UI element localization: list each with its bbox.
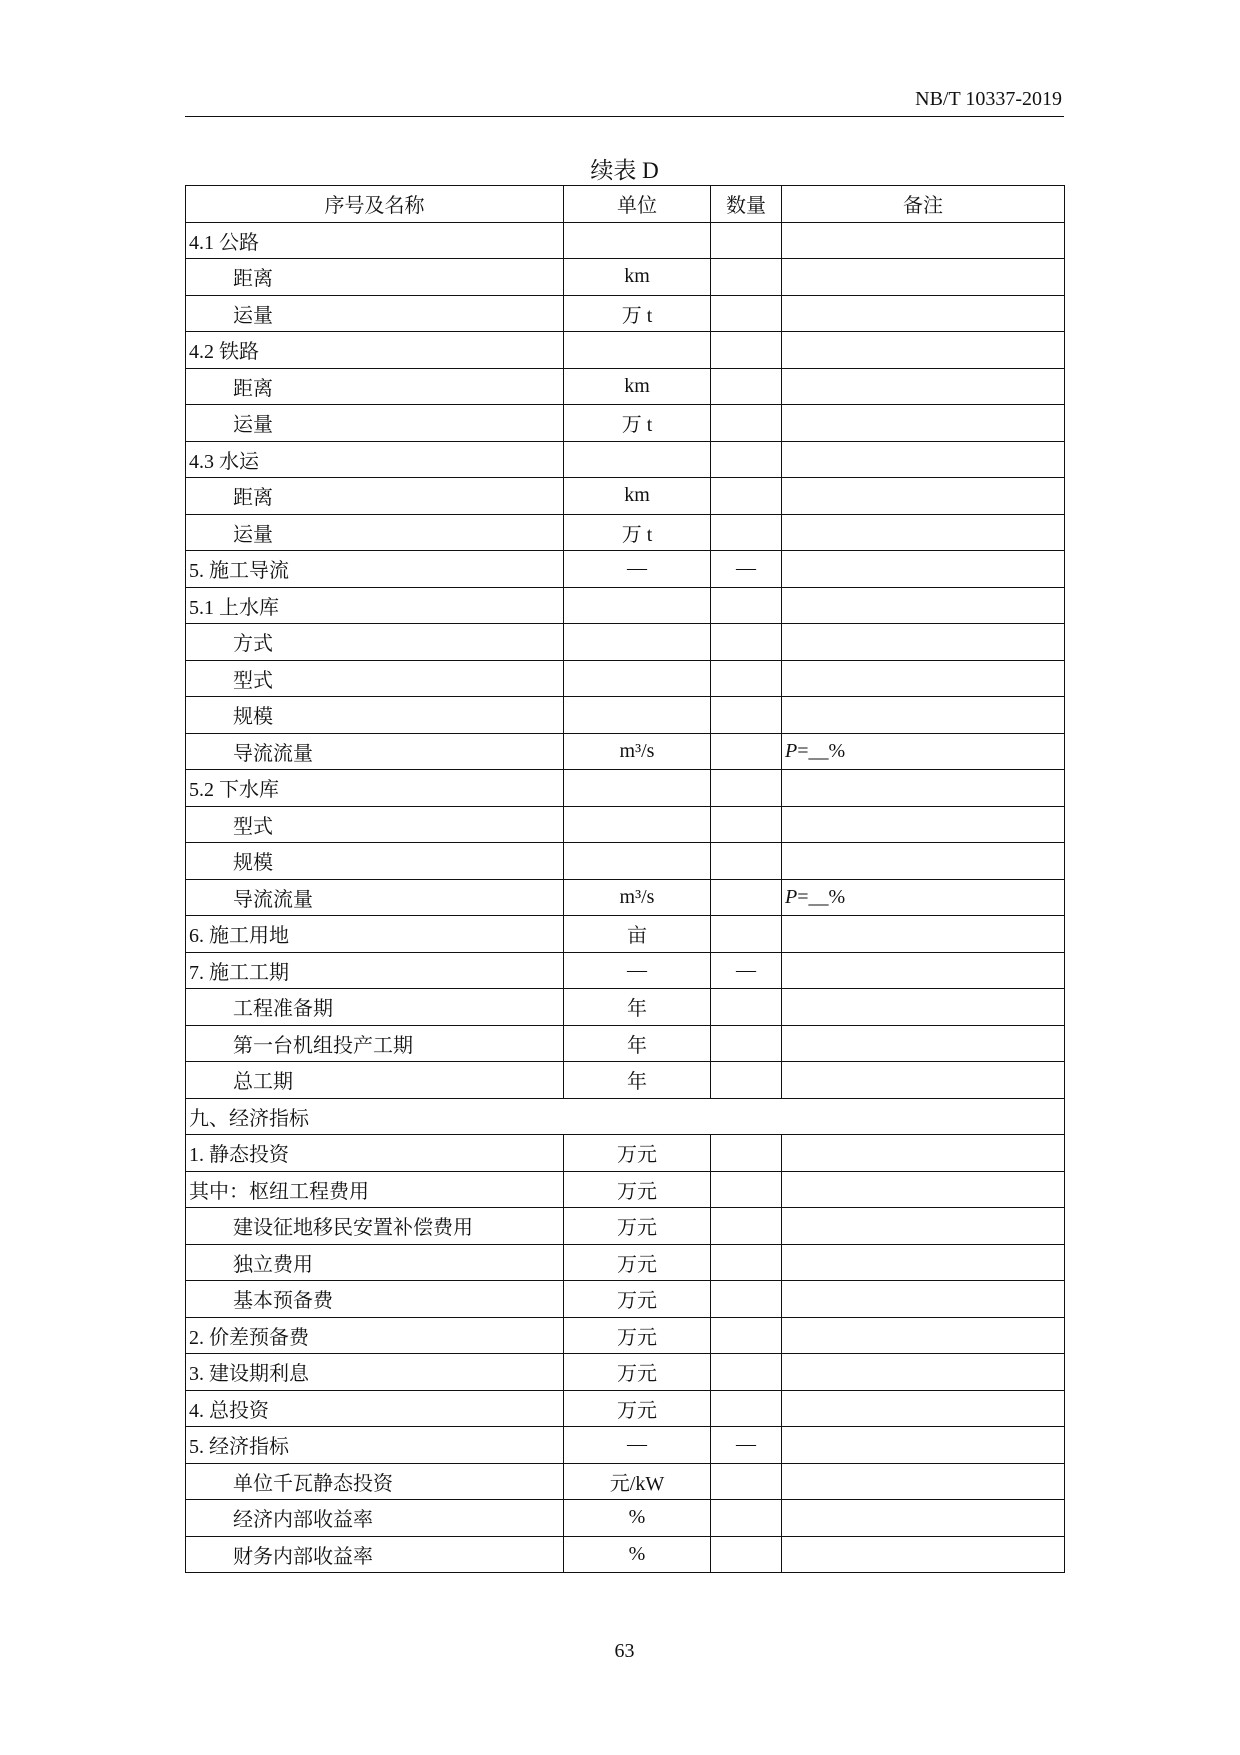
table-row: [186, 222, 1065, 259]
unit-cell: 年: [564, 1025, 711, 1062]
note-cell: [782, 1135, 1065, 1172]
unit-cell: [564, 624, 711, 661]
note-cell: [782, 551, 1065, 588]
table-row: [186, 514, 1065, 551]
table-row: [186, 405, 1065, 442]
quantity-cell: [711, 697, 782, 734]
item-name-cell: 运量: [186, 405, 564, 442]
table-row: [186, 332, 1065, 369]
quantity-cell: [711, 733, 782, 770]
unit-cell: km: [564, 368, 711, 405]
item-name-cell: 2. 价差预备费: [186, 1317, 564, 1354]
unit-cell: [564, 843, 711, 880]
note-cell: [782, 1281, 1065, 1318]
note-cell: [782, 916, 1065, 953]
table-title: 续表 D: [590, 158, 659, 183]
unit-cell: 万元: [564, 1171, 711, 1208]
table-row: [186, 843, 1065, 880]
note-cell: [782, 1463, 1065, 1500]
unit-cell: 年: [564, 1062, 711, 1099]
quantity-cell: [711, 332, 782, 369]
note-cell: [782, 259, 1065, 296]
note-cell: [782, 1427, 1065, 1464]
table-row: [186, 660, 1065, 697]
column-header-note: 备注: [782, 186, 1065, 223]
unit-cell: m³/s: [564, 879, 711, 916]
unit-cell: —: [564, 1427, 711, 1464]
table-row: [186, 1536, 1065, 1573]
note-cell: [782, 1208, 1065, 1245]
quantity-cell: [711, 1500, 782, 1537]
item-name-cell: 方式: [186, 624, 564, 661]
note-cell: [782, 989, 1065, 1026]
quantity-cell: [711, 916, 782, 953]
unit-cell: [564, 332, 711, 369]
table-row: [186, 1463, 1065, 1500]
table-row: [186, 989, 1065, 1026]
unit-cell: 万 t: [564, 405, 711, 442]
table-row: [186, 551, 1065, 588]
item-name-cell: 其中：枢纽工程费用: [186, 1171, 564, 1208]
table-row: [186, 1390, 1065, 1427]
unit-cell: 亩: [564, 916, 711, 953]
column-header-unit: 单位: [564, 186, 711, 223]
note-cell: [782, 770, 1065, 807]
table-row: [186, 1171, 1065, 1208]
note-cell: [782, 1500, 1065, 1537]
table-row: [186, 441, 1065, 478]
quantity-cell: [711, 441, 782, 478]
column-header-quantity: 数量: [711, 186, 782, 223]
item-name-cell: 经济内部收益率: [186, 1500, 564, 1537]
page-number: 63: [614, 1640, 635, 1662]
item-name-cell: 距离: [186, 478, 564, 515]
quantity-cell: —: [711, 1427, 782, 1464]
note-cell: [782, 697, 1065, 734]
note-cell: [782, 1244, 1065, 1281]
quantity-cell: [711, 1281, 782, 1318]
table-header-row: [186, 186, 1065, 223]
unit-cell: 年: [564, 989, 711, 1026]
item-name-cell: 3. 建设期利息: [186, 1354, 564, 1391]
quantity-cell: [711, 259, 782, 296]
item-name-cell: 5.2 下水库: [186, 770, 564, 807]
note-cell: P=__%: [782, 733, 1065, 770]
quantity-cell: [711, 879, 782, 916]
item-name-cell: 7. 施工工期: [186, 952, 564, 989]
quantity-cell: [711, 1354, 782, 1391]
table-row: [186, 1500, 1065, 1537]
quantity-cell: [711, 770, 782, 807]
note-cell: [782, 1062, 1065, 1099]
item-name-cell: 单位千瓦静态投资: [186, 1463, 564, 1500]
table-row: [186, 624, 1065, 661]
quantity-cell: [711, 514, 782, 551]
unit-cell: [564, 697, 711, 734]
unit-cell: %: [564, 1500, 711, 1537]
unit-cell: [564, 587, 711, 624]
note-cell: [782, 843, 1065, 880]
note-cell: [782, 1171, 1065, 1208]
quantity-cell: [711, 1390, 782, 1427]
unit-cell: [564, 441, 711, 478]
note-cell: [782, 806, 1065, 843]
quantity-cell: [711, 405, 782, 442]
item-name-cell: 独立费用: [186, 1244, 564, 1281]
quantity-cell: [711, 478, 782, 515]
quantity-cell: [711, 843, 782, 880]
item-name-cell: 6. 施工用地: [186, 916, 564, 953]
table-row: [186, 916, 1065, 953]
item-name-cell: 第一台机组投产工期: [186, 1025, 564, 1062]
note-cell: [782, 952, 1065, 989]
item-name-cell: 总工期: [186, 1062, 564, 1099]
table-row: [186, 806, 1065, 843]
quantity-cell: [711, 1135, 782, 1172]
quantity-cell: [711, 660, 782, 697]
item-name-cell: 财务内部收益率: [186, 1536, 564, 1573]
item-name-cell: 规模: [186, 843, 564, 880]
table-row: [186, 368, 1065, 405]
standard-code: NB/T 10337-2019: [915, 88, 1062, 110]
quantity-cell: [711, 222, 782, 259]
table-row: [186, 879, 1065, 916]
quantity-cell: [711, 1171, 782, 1208]
table-row: [186, 1098, 1065, 1135]
note-cell: [782, 332, 1065, 369]
unit-cell: [564, 222, 711, 259]
quantity-cell: [711, 1463, 782, 1500]
unit-cell: [564, 806, 711, 843]
note-cell: [782, 441, 1065, 478]
table-row: [186, 1317, 1065, 1354]
data-table: [185, 185, 1065, 1573]
table-row: [186, 952, 1065, 989]
quantity-cell: —: [711, 551, 782, 588]
table-row: [186, 770, 1065, 807]
item-name-cell: 1. 静态投资: [186, 1135, 564, 1172]
unit-cell: 万元: [564, 1390, 711, 1427]
unit-cell: 万元: [564, 1135, 711, 1172]
quantity-cell: [711, 1208, 782, 1245]
table-row: [186, 259, 1065, 296]
unit-cell: 万元: [564, 1208, 711, 1245]
quantity-cell: [711, 1244, 782, 1281]
note-cell: [782, 1354, 1065, 1391]
item-name-cell: 工程准备期: [186, 989, 564, 1026]
item-name-cell: 距离: [186, 368, 564, 405]
quantity-cell: [711, 806, 782, 843]
table-row: [186, 1427, 1065, 1464]
item-name-cell: 导流流量: [186, 879, 564, 916]
unit-cell: 万 t: [564, 514, 711, 551]
unit-cell: 万元: [564, 1354, 711, 1391]
item-name-cell: 4.3 水运: [186, 441, 564, 478]
item-name-cell: 5. 经济指标: [186, 1427, 564, 1464]
unit-cell: [564, 660, 711, 697]
item-name-cell: 距离: [186, 259, 564, 296]
table-row: [186, 478, 1065, 515]
note-cell: [782, 478, 1065, 515]
item-name-cell: 4. 总投资: [186, 1390, 564, 1427]
table-row: [186, 1062, 1065, 1099]
table-row: [186, 1354, 1065, 1391]
item-name-cell: 5. 施工导流: [186, 551, 564, 588]
table-row: [186, 697, 1065, 734]
table-row: [186, 295, 1065, 332]
unit-cell: 万元: [564, 1317, 711, 1354]
note-cell: [782, 624, 1065, 661]
unit-cell: km: [564, 259, 711, 296]
quantity-cell: [711, 368, 782, 405]
note-cell: P=__%: [782, 879, 1065, 916]
note-cell: [782, 1317, 1065, 1354]
quantity-cell: [711, 1317, 782, 1354]
unit-cell: km: [564, 478, 711, 515]
quantity-cell: [711, 587, 782, 624]
unit-cell: 元/kW: [564, 1463, 711, 1500]
item-name-cell: 运量: [186, 295, 564, 332]
unit-cell: %: [564, 1536, 711, 1573]
quantity-cell: [711, 295, 782, 332]
quantity-cell: [711, 624, 782, 661]
table-row: [186, 587, 1065, 624]
unit-cell: 万 t: [564, 295, 711, 332]
table-row: [186, 1135, 1065, 1172]
table-row: [186, 1244, 1065, 1281]
header-rule: [185, 116, 1064, 117]
unit-cell: —: [564, 551, 711, 588]
item-name-cell: 型式: [186, 660, 564, 697]
quantity-cell: [711, 1025, 782, 1062]
note-cell: [782, 1025, 1065, 1062]
table-row: [186, 1025, 1065, 1062]
note-cell: [782, 222, 1065, 259]
item-name-cell: 导流流量: [186, 733, 564, 770]
note-cell: [782, 660, 1065, 697]
item-name-cell: 基本预备费: [186, 1281, 564, 1318]
item-name-cell: 5.1 上水库: [186, 587, 564, 624]
item-name-cell: 建设征地移民安置补偿费用: [186, 1208, 564, 1245]
item-name-cell: 4.2 铁路: [186, 332, 564, 369]
note-cell: [782, 405, 1065, 442]
quantity-cell: —: [711, 952, 782, 989]
unit-cell: 万元: [564, 1244, 711, 1281]
unit-cell: 万元: [564, 1281, 711, 1318]
quantity-cell: [711, 1062, 782, 1099]
quantity-cell: [711, 1536, 782, 1573]
table-row: [186, 733, 1065, 770]
table-row: [186, 1281, 1065, 1318]
item-name-cell: 运量: [186, 514, 564, 551]
note-cell: [782, 295, 1065, 332]
unit-cell: m³/s: [564, 733, 711, 770]
unit-cell: [564, 770, 711, 807]
note-cell: [782, 587, 1065, 624]
item-name-cell: 4.1 公路: [186, 222, 564, 259]
note-cell: [782, 514, 1065, 551]
note-cell: [782, 368, 1065, 405]
table-row: [186, 1208, 1065, 1245]
item-name-cell: 型式: [186, 806, 564, 843]
column-header-name: 序号及名称: [186, 186, 564, 223]
note-cell: [782, 1390, 1065, 1427]
section-heading: 九、经济指标: [186, 1098, 1065, 1135]
unit-cell: —: [564, 952, 711, 989]
item-name-cell: 规模: [186, 697, 564, 734]
note-cell: [782, 1536, 1065, 1573]
quantity-cell: [711, 989, 782, 1026]
